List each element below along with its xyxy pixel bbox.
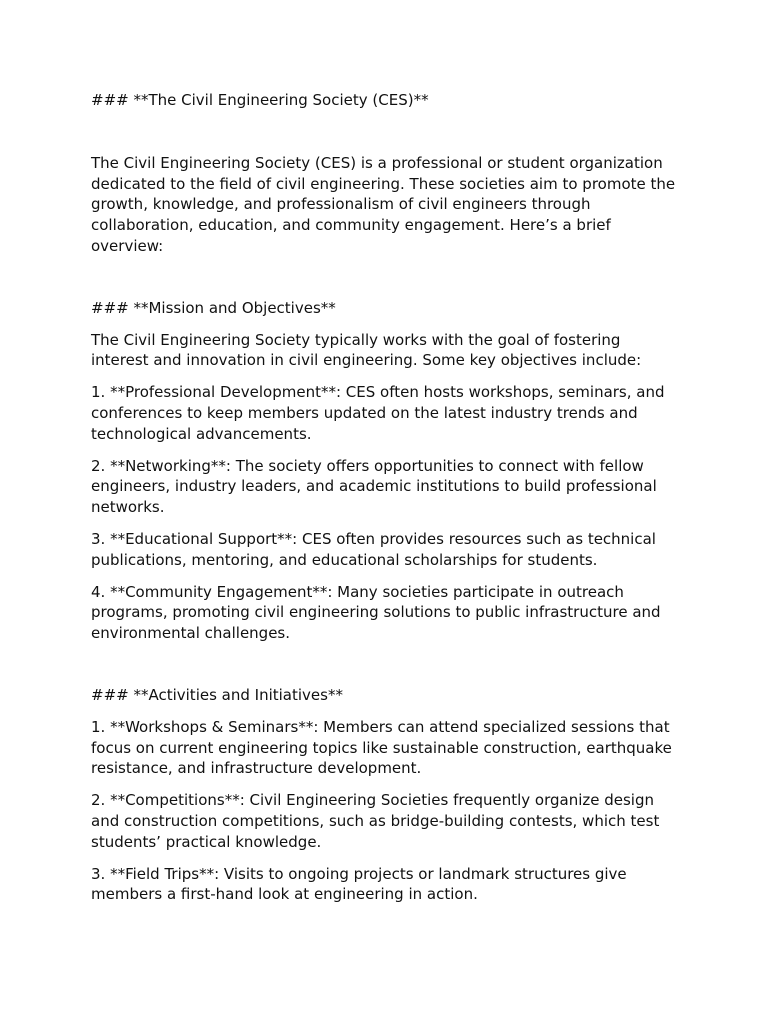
mission-heading: ### **Mission and Objectives**: [91, 298, 336, 317]
objective-item-community-engagement: 4. **Community Engagement**: Many societies participate in outreach programs, promoting civil engineering solutions to public infrastructure and environmental challenges.: [91, 582, 661, 643]
objective-item-networking: 2. **Networking**: The society offers opportunities to connect with fellow engineers, industry leaders, and academic institutions to build professional networks.: [91, 456, 657, 517]
intro-paragraph: The Civil Engineering Society (CES) is a professional or student organization dedicated to the field of civil engineering. These societies aim to promote the growth, knowledge, and professionalism of civil engineers through collaboration, education, and community engagement. Here’s a brief overview:: [91, 153, 676, 255]
activities-heading: ### **Activities and Initiatives**: [91, 685, 343, 704]
document-page: [91, 90, 691, 916]
objective-item-educational-support: 3. **Educational Support**: CES often provides resources such as technical publications, mentoring, and educational scholarships for students.: [91, 529, 656, 569]
activity-item-competitions: 2. **Competitions**: Civil Engineering Societies frequently organize design and construction competitions, such as bridge-building contests, which test students’ practical knowledge.: [91, 791, 660, 851]
document-title: ### **The Civil Engineering Society (CES)**: [91, 91, 429, 109]
mission-lead-paragraph: The Civil Engineering Society typically works with the goal of fostering interest and innovation in civil engineering. Some key objectives include:: [91, 330, 642, 370]
activity-item-workshops: 1. **Workshops & Seminars**: Members can attend specialized sessions that focus on current engineering topics like sustainable construction, earthquake resistance, and infrastructure development.: [91, 717, 672, 778]
objective-item-professional-development: 1. **Professional Development**: CES often hosts workshops, seminars, and conferences to keep members updated on the latest industry trends and technological advancements.: [91, 383, 665, 443]
activity-item-field-trips: 3. **Field Trips**: Visits to ongoing projects or landmark structures give members a first-hand look at engineering in action.: [91, 864, 627, 904]
